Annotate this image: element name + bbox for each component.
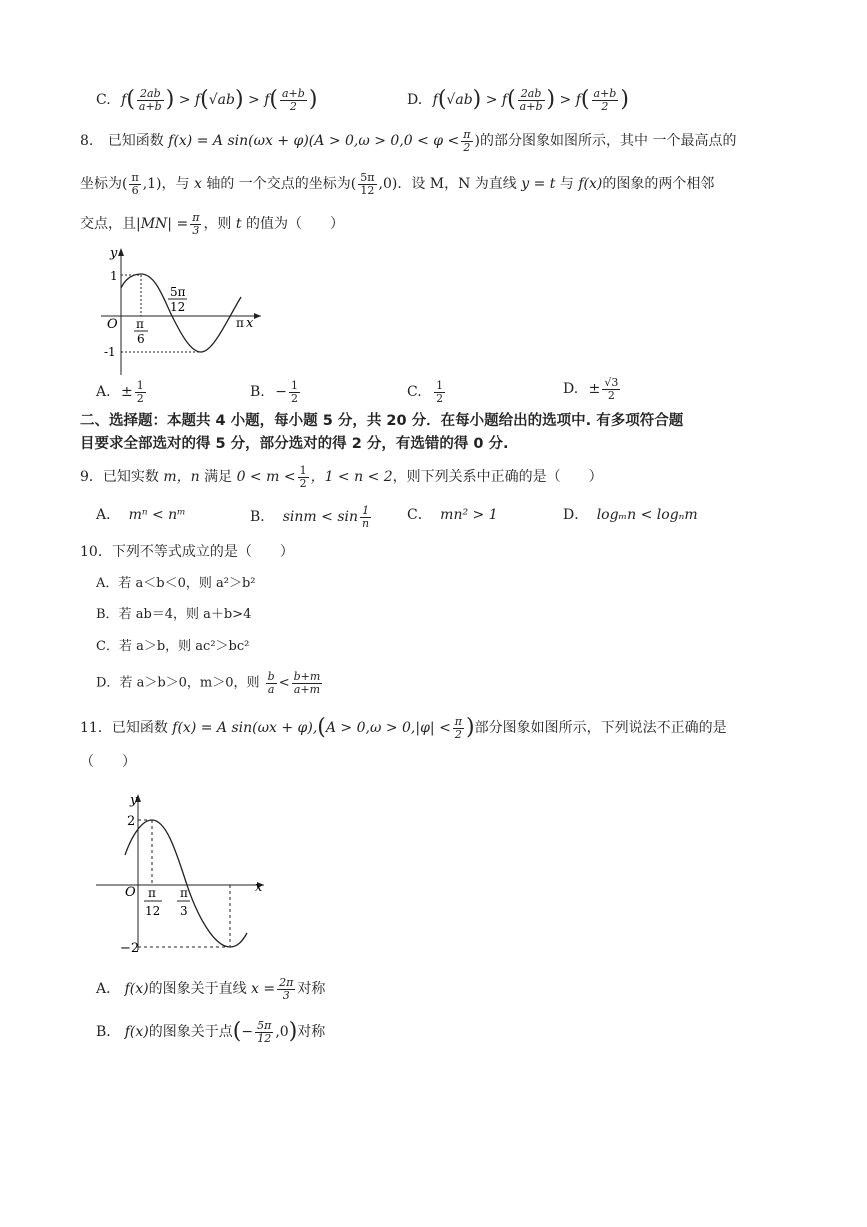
fraction	[360, 505, 371, 529]
numerator: 2ab	[137, 88, 164, 101]
question-number: 10．	[80, 544, 112, 560]
y-label: y	[110, 246, 118, 261]
text: 交点，且	[80, 216, 136, 233]
tick-neg2: −2	[120, 941, 140, 956]
math-expr: ,0	[275, 1024, 289, 1041]
q7-option-d: D. f(√ab) > f( $\frac{2ab}{a+b}$ ) > f( $\frac{a+b}{2}$ )	[407, 87, 629, 113]
math-expr: y = t	[521, 176, 556, 193]
q11-option-a	[96, 977, 325, 1001]
origin-label: O	[125, 885, 136, 900]
option-label: B．	[96, 607, 119, 622]
math-expr: f(x)	[578, 176, 603, 193]
fraction	[137, 88, 164, 112]
section2-heading-line1: 二、选择题：本题共 4 小题，每小题 5 分，共 20 分．在每小题给出的选项中. 有多项符合题	[80, 413, 684, 429]
operator: <	[278, 675, 290, 691]
denominator: 2	[463, 140, 471, 154]
denominator: 2	[601, 99, 609, 113]
numerator: a+b	[282, 87, 305, 100]
text: 已知实数	[102, 469, 159, 486]
fraction	[602, 377, 620, 401]
math-expr: f(x)	[124, 981, 149, 998]
option-label: A.	[96, 384, 111, 401]
q10-option-d	[96, 671, 324, 695]
y-label: y	[130, 793, 138, 808]
x-axis-arrow	[254, 313, 261, 319]
q11-sine-graph	[92, 790, 272, 960]
x-label: x	[246, 316, 254, 331]
text: ，则下列关系中正确的是（ ）	[392, 469, 603, 486]
math-expr: mn² > 1	[440, 507, 498, 523]
fraction	[135, 380, 146, 404]
option-label: A．	[96, 981, 121, 998]
denominator: 2	[136, 391, 144, 405]
q7-option-c: C. f( $\frac{2ab}{a+b}$ ) > f(√ab) > f( $\frac{a+b}{2}$ )	[96, 87, 318, 113]
math-f: f	[575, 92, 581, 109]
tick-5pi12-den: 12	[170, 300, 186, 314]
sqrt-expr: √ab	[208, 92, 235, 109]
fraction	[358, 172, 376, 196]
q8-stem-line3	[80, 212, 344, 236]
denominator: 6	[131, 183, 139, 197]
tick-2: 2	[127, 814, 136, 829]
fraction	[453, 716, 464, 740]
q8-sine-graph	[96, 240, 266, 380]
math-expr: x =	[251, 981, 276, 998]
tick-pi6-num: π	[136, 317, 144, 331]
denominator: n	[362, 516, 370, 530]
math-expr: f(x) = A sin(ωx + φ)(A > 0,ω > 0,0 < φ <	[168, 133, 460, 150]
text: 部分图象如图所示，下列说法不正确的是	[474, 720, 727, 737]
q10-option-b	[96, 608, 251, 621]
option-label: D．	[96, 675, 120, 691]
text: 满足	[204, 469, 233, 486]
denominator: 2	[299, 476, 307, 490]
math-var: x	[193, 176, 202, 193]
q8-option-b	[250, 380, 302, 404]
math-expr: 0 < m <	[236, 469, 296, 486]
option-label: C.	[96, 92, 111, 109]
q8-stem-line2	[80, 172, 714, 196]
q11-stem-line1: 11．已知函数 f(x) = A sin(ωx + φ),(A > 0,ω > 0,|φ| < $\frac{\pi}{2}$ )部分图象如图所示，下列说法不正确的是	[80, 715, 727, 741]
question-number: 9．	[80, 469, 103, 486]
sqrt-expr: √ab	[446, 92, 473, 109]
sign: ±	[588, 381, 601, 398]
question-number: 8.	[80, 133, 94, 150]
q9-option-c	[407, 508, 498, 522]
numerator: 1	[436, 379, 444, 392]
text: 的图象关于点	[148, 1024, 233, 1041]
denominator: 2	[607, 388, 615, 402]
numerator: π	[463, 128, 471, 141]
math-expr: |MN| =	[136, 216, 189, 233]
option-label: C．	[96, 639, 119, 654]
q10-option-c	[96, 640, 249, 653]
math-expr: A > 0,ω > 0,|φ| <	[325, 720, 451, 737]
numerator: b+m	[293, 670, 321, 683]
math-f: f	[432, 92, 438, 109]
option-label: D.	[407, 92, 423, 109]
denominator: 2	[454, 727, 462, 741]
sign: −	[275, 384, 287, 401]
fraction	[277, 977, 295, 1001]
option-label: C.	[407, 384, 422, 401]
text: )的部分图象如图所示，其中 一个最高点的	[474, 133, 737, 150]
option-label: C．	[407, 507, 432, 523]
text: 的图象关于直线	[148, 981, 247, 998]
math-f: f	[121, 92, 127, 109]
option-label: A．	[96, 507, 121, 523]
q8-option-a	[96, 380, 148, 404]
denominator: a+b	[138, 99, 162, 113]
numerator: 2ab	[518, 88, 545, 101]
math-expr: logₘn < logₙm	[596, 507, 698, 523]
section2-heading-line2: 目要求全部选对的得 5 分，部分选对的得 2 分，有选错的得 0 分.	[80, 436, 509, 452]
q10-stem	[80, 545, 294, 559]
text: 轴的 一个交点的坐标为(	[206, 176, 357, 193]
text: 坐标为(	[80, 176, 128, 193]
fraction	[434, 380, 445, 404]
numerator: 1	[136, 379, 144, 392]
sine-curve	[125, 820, 247, 947]
option-text: 若 a＞b＞0，m＞0，则	[119, 675, 260, 691]
text: 已知函数	[111, 720, 168, 737]
operator: >	[248, 92, 260, 109]
fraction	[289, 380, 300, 404]
denominator: 2	[290, 391, 298, 405]
math-var: t	[235, 216, 242, 233]
q11-option-b: B． f(x)的图象关于点(− $\frac{5\pi}{12}$ ,0)对称	[96, 1019, 326, 1045]
option-label: B．	[250, 509, 275, 526]
tick-pi12-num: π	[148, 886, 156, 900]
tick-pi6-den: 6	[137, 332, 145, 346]
text: 与	[559, 176, 574, 193]
option-label: A．	[96, 576, 119, 591]
math-expr: sinm < sin	[282, 509, 359, 526]
q8-option-d	[563, 377, 622, 401]
text: 对称	[297, 981, 326, 998]
q9-option-d	[563, 508, 698, 522]
text: 对称	[297, 1024, 326, 1041]
text: 的图象的两个相邻	[602, 176, 715, 193]
q10-option-a	[96, 577, 256, 590]
option-label: D.	[563, 381, 579, 398]
q11-answer-paren: （ ）	[80, 754, 136, 770]
text: ,0)．设 M，N 为直线	[378, 176, 517, 193]
denominator: a	[267, 682, 275, 696]
numerator: 1	[290, 379, 298, 392]
numerator: π	[192, 211, 200, 224]
numerator: 2π	[279, 976, 294, 989]
q9-option-a	[96, 508, 186, 522]
tick-pi3-den: 3	[180, 904, 188, 918]
math-expr: ，1 < n < 2	[310, 469, 393, 486]
math-expr: mⁿ < nᵐ	[128, 507, 186, 523]
denominator: 12	[360, 183, 375, 197]
numerator: 1	[360, 505, 371, 518]
fraction	[129, 172, 140, 196]
text: 的值为（ ）	[245, 216, 344, 233]
option-text: 若 a＜b＜0，则 a²＞b²	[118, 576, 256, 591]
fraction	[266, 671, 277, 695]
numerator: 1	[299, 464, 307, 477]
tick-1: 1	[110, 269, 118, 283]
sign: ±	[121, 384, 133, 401]
question-number: 11．	[80, 720, 112, 737]
text: ，则	[203, 216, 232, 233]
fraction	[518, 88, 545, 112]
option-label: B.	[250, 384, 265, 401]
denominator: 2	[436, 391, 444, 405]
denominator: a+b	[519, 99, 543, 113]
fraction	[298, 465, 309, 489]
y-axis-arrow	[118, 248, 124, 256]
math-f: f	[264, 92, 270, 109]
denominator: 12	[257, 1031, 272, 1045]
numerator: a+b	[593, 87, 617, 100]
denominator: a+m	[293, 682, 321, 696]
fraction	[255, 1020, 273, 1044]
option-text: 若 a＞b，则 ac²＞bc²	[118, 639, 250, 654]
operator: >	[559, 92, 572, 109]
q9-option-b	[250, 505, 373, 529]
fraction	[461, 129, 472, 153]
math-var: m，n	[163, 469, 200, 486]
math-f: f	[194, 92, 201, 109]
fraction	[280, 88, 307, 112]
text: 下列不等式成立的是（ ）	[111, 544, 294, 560]
origin-label: O	[107, 317, 118, 332]
q8-option-c	[407, 380, 447, 404]
option-label: B．	[96, 1024, 121, 1041]
fraction	[592, 88, 619, 112]
tick-pi: π	[236, 316, 244, 330]
math-f: f	[501, 92, 508, 109]
math-expr: f(x)	[124, 1024, 149, 1041]
x-label: x	[255, 880, 263, 895]
tick-pi12-den: 12	[145, 904, 161, 918]
fraction	[190, 212, 201, 236]
option-text: 若 ab＝4，则 a＋b>4	[118, 607, 252, 622]
numerator: π	[131, 171, 139, 184]
option-label: D．	[563, 507, 589, 523]
text: ,1)，与	[142, 176, 190, 193]
fraction	[292, 671, 323, 695]
math-expr: f(x) = A sin(ωx + φ),	[172, 720, 318, 737]
tick-5pi12-num: 5π	[170, 285, 186, 299]
denominator: 3	[282, 988, 290, 1002]
tick-neg1: -1	[104, 345, 116, 359]
text: 已知函数	[107, 133, 164, 150]
operator: >	[178, 92, 191, 109]
numerator: π	[454, 715, 463, 728]
q9-stem	[80, 465, 603, 489]
numerator: b	[267, 670, 275, 683]
denominator: 2	[289, 99, 297, 113]
denominator: 3	[192, 223, 200, 237]
numerator: 5π	[257, 1019, 272, 1032]
operator: >	[485, 92, 498, 109]
numerator: √3	[604, 376, 619, 389]
sign: −	[241, 1024, 254, 1041]
tick-pi3-num: π	[180, 886, 188, 900]
q8-stem-line1	[80, 129, 736, 153]
numerator: 5π	[360, 171, 375, 184]
